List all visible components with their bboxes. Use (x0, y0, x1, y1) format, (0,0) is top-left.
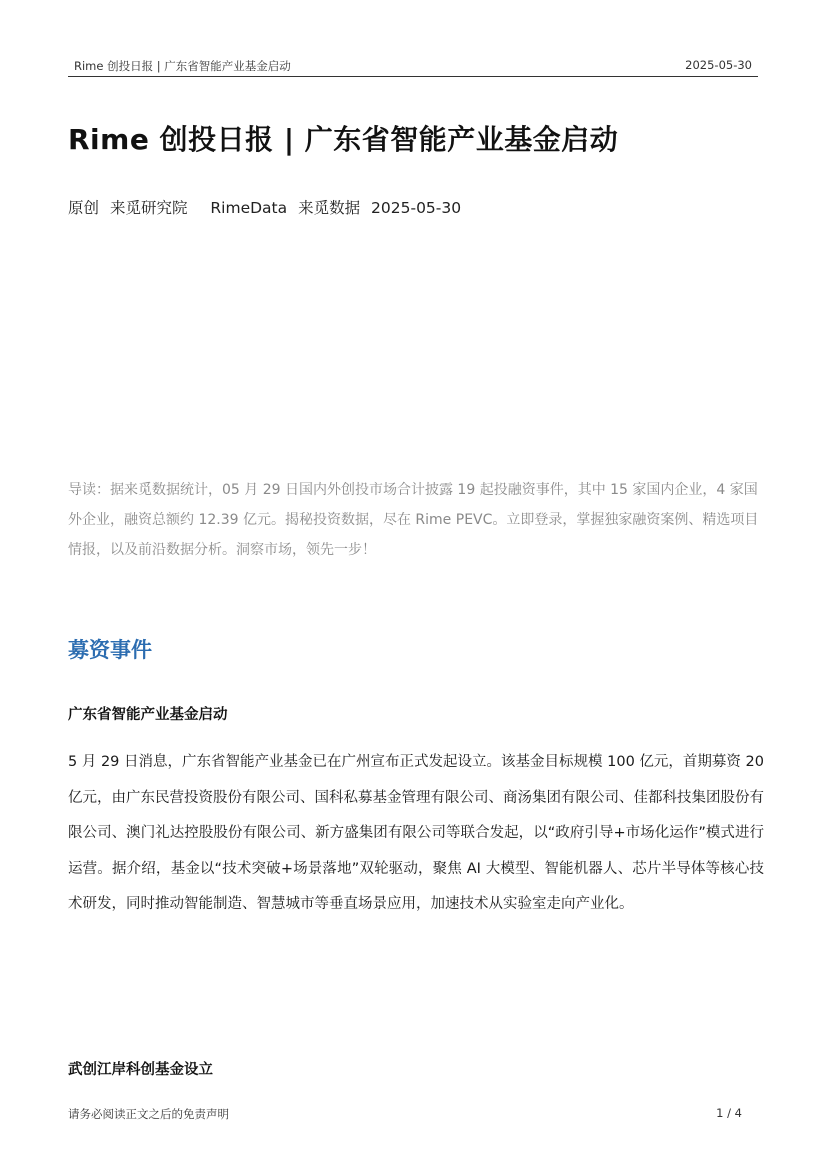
byline-source: 来觅数据 (298, 199, 361, 217)
section-heading: 募资事件 (68, 638, 152, 662)
footer-disclaimer: 请务必阅读正文之后的免责声明 (68, 1107, 229, 1121)
byline (68, 196, 467, 218)
byline-original: 原创 (68, 199, 100, 217)
article-heading: 武创江岸科创基金设立 (68, 1062, 213, 1078)
header-divider (68, 76, 758, 77)
running-header-title: Rime 创投日报 | 广东省智能产业基金启动 (74, 59, 291, 73)
byline-date: 2025-05-30 (371, 199, 462, 217)
running-header-date: 2025-05-30 (685, 58, 752, 72)
running-header (68, 58, 758, 76)
article-body: 5 月 29 日消息，广东省智能产业基金已在广州宣布正式发起设立。该基金目标规模 100 亿元，首期募资 20 亿元，由广东民营投资股份有限公司、国科私募基金管理有限公司、商汤集团有限公司、佳都科技集团股份有限公司、澳门礼达控股股份有限公司、新方盛集团有限公司等联合发起，以“政府引导+市场化运作”模式进行运营。据介绍，基金以“技术突破+场景落地”双轮驱动，聚焦 AI 大模型、智能机器人、芯片半导体等核心技术研发，同时推动智能制造、智慧城市等垂直场景应用，加速技术从实验室走向产业化。 (68, 754, 764, 912)
byline-institute[interactable]: 来觅研究院 (109, 199, 188, 217)
intro-summary: 导读：据来觅数据统计，05 月 29 日国内外创投市场合计披露 19 起投融资事件，其中 15 家国内企业，4 家国外企业，融资总额约 12.39 亿元。揭秘投资数据，尽在 Rime PEVC。立即登录，掌握独家融资案例、精选项目情报，以及前沿数据分析。洞察市场，领先一步！ (68, 482, 759, 558)
page-number: 1 / 4 (716, 1106, 742, 1120)
page-title: Rime 创投日报 | 广东省智能产业基金启动 (68, 123, 619, 156)
byline-brand[interactable]: RimeData (210, 199, 288, 217)
article-heading: 广东省智能产业基金启动 (68, 707, 228, 723)
